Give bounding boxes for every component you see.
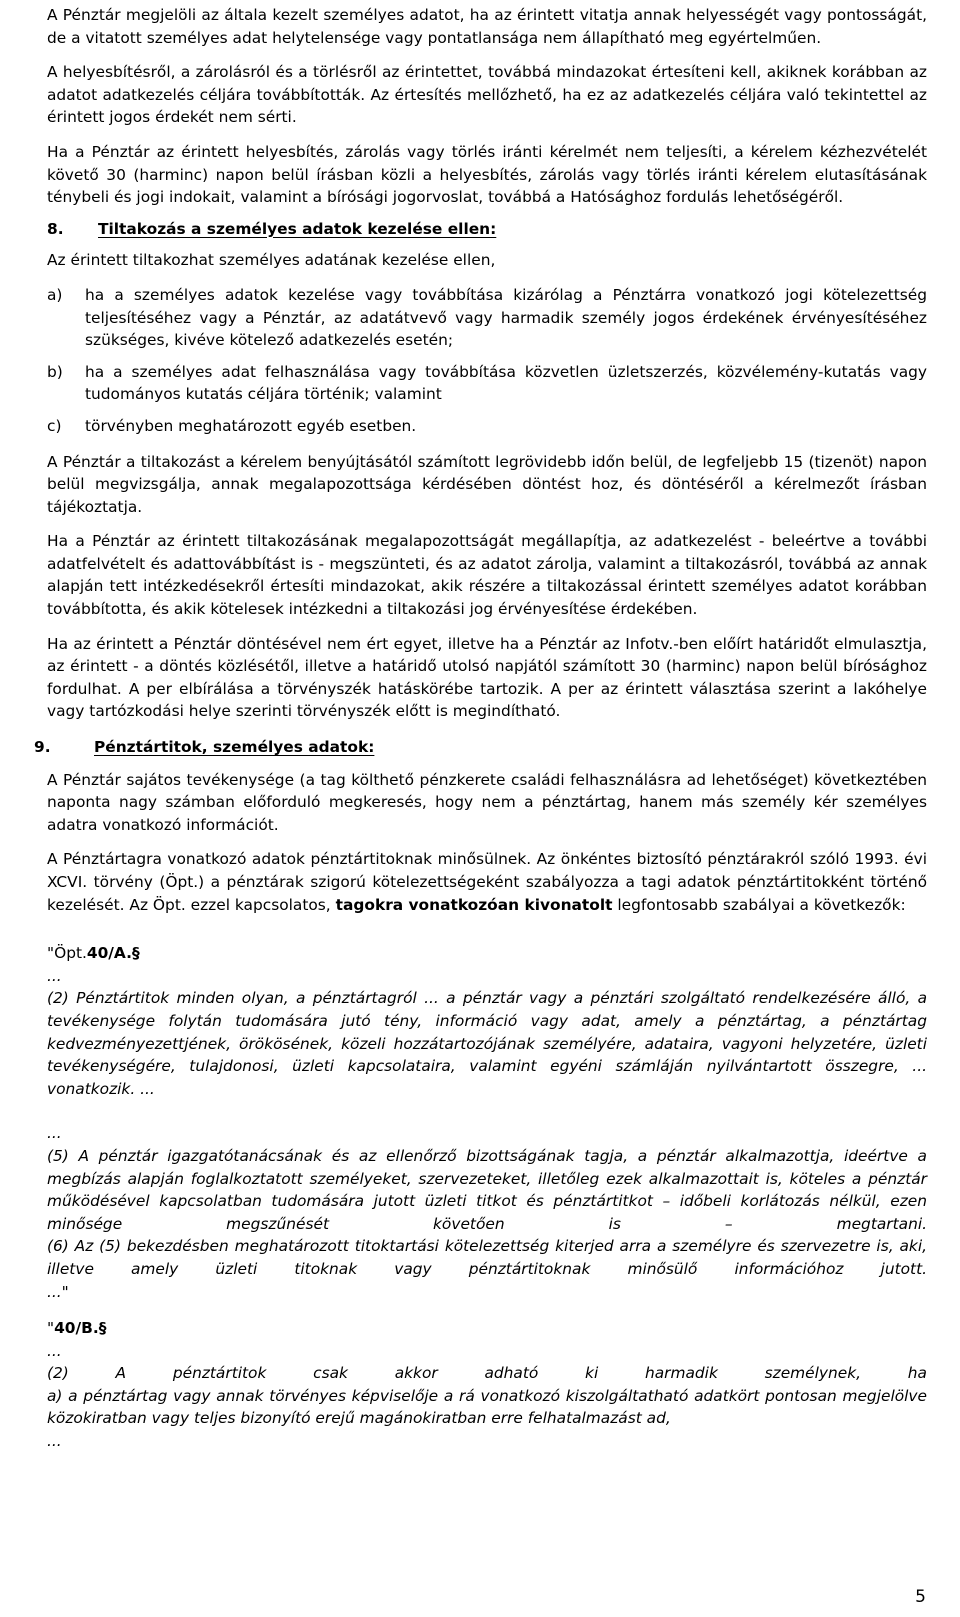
quote-ellipsis: ... [47,1341,62,1360]
list-item-label: b) [47,362,63,381]
quote-ellipsis: ..." [47,1282,69,1301]
quote-block-40b [47,1317,927,1453]
section-8-heading [0,218,927,241]
paragraph-objection-review: A Pénztár a tiltakozást a kérelem benyújtásától számított legrövidebb időn belül, de legfeljebb 15 (tizenöt) napon belül megvizsgálja, annak megalapozottsága kérdésében döntést hoz, és döntéséről a kérelmezőt írásban tájékoztatja. [47,452,927,516]
list-item-text: törvényben meghatározott egyéb esetben. [85,416,417,435]
quote-paragraph: a) a pénztártag vagy annak törvényes képviselője a rá vonatkozó kiszolgáltatható adatkört pontosan megjelölve közokiratban vagy teljes bizonyító erejű magánokiratban erre felhatalmazást ad, [47,1386,927,1428]
paragraph-court-appeal: Ha az érintett a Pénztár döntésével nem ért egyet, illetve ha a Pénztár az Infotv.-ben előírt határidőt elmulasztja, az érintett - a döntés közlésétől, illetve a határidő utolsó napjától számított 30 (harminc) napon belül bírósághoz fordulhat. A per elbírálása a törvényszék hatáskörébe tartozik. A per az érintett választása szerint a lakóhelye vagy tartózkodási helye szerinti törvényszék előtt is megindítható. [47,634,927,721]
quote-prefix: "Öpt. [47,944,87,963]
quote-heading [47,942,927,965]
section-9-heading [34,736,927,759]
list-item-label: a) [47,285,63,304]
section-title: Pénztártitok, személyes adatok: [94,738,375,757]
list-item-text: ha a személyes adatok kezelése vagy továbbítása kizárólag a Pénztárra vonatkozó jogi kötelezettség teljesítéséhez vagy a Pénztár, az adatátvevő vagy harmadik személy jogos érdekének érvényesítéséhez szükséges, kivéve kötelező adatkezelés esetén; [85,285,927,350]
section-8-intro: Az érintett tiltakozhat személyes adatának kezelése ellen, [47,251,496,270]
page-number: 5 [915,1587,926,1607]
list-item [47,284,927,352]
list-item-label: c) [47,416,62,435]
quote-paragraph: (2) Pénztártitok minden olyan, a pénztártagról ... a pénztár vagy a pénztári szolgáltató rendelkezésére álló, a tevékenysége folytán tudomására jutó tény, információ vagy adat, amely a pénztártag, a pénztártag kedvezményezettjének, örökösének, közeli hozzátartozójának személyére, adataira, vagyoni helyzetére, üzleti tevékenységére, tulajdonosi, üzleti kapcsolataira, valamint egyéni számláján nyilvántartott összegre, ... vonatkozik. ... [47,989,927,1098]
paragraph-objection-accepted: Ha a Pénztár az érintett tiltakozásának megalapozottságát megállapítja, az adatkezelést - beleértve a további adatfelvételt és adattovábbítást is - megszünteti, és az adatot zárolja, valamint a tiltakozásról, továbbá az annak alapján tett intézkedésekről értesíti mindazokat, akik részére a tiltakozással érintett személyes adatot korábban továbbította, és akik kötelesek intézkedni a tiltakozási jog érvényesítése érdekében. [47,532,927,619]
paragraph-fund-activity: A Pénztár sajátos tevékenysége (a tag költhető pénzkerete családi felhasználásra ad lehetőséget) következtében naponta nagy számban előforduló megkeresés, hogy nem a pénztártag, hanem más személy kér személyes adatra vonatkozó információt. [47,770,927,834]
quote-paragraph-number: 40/B.§ [54,1319,107,1338]
quote-heading [47,1317,927,1340]
quote-paragraph-number: 40/A.§ [86,944,140,963]
list-item-text: ha a személyes adat felhasználása vagy továbbítása közvetlen üzletszerzés, közvélemény-kutatás vagy tudományos kutatás céljára történik; valamint [85,362,927,404]
quote-prefix: " [47,1319,55,1338]
list-item [47,415,927,438]
quote-block-40a [47,942,927,1303]
paragraph-text: legfontosabb szabályai a következők: [617,895,906,914]
quote-paragraph: (2) A pénztártitok csak akkor adható ki harmadik személynek, ha [47,1364,927,1383]
document-page [34,4,927,1453]
paragraph-rejection: Ha a Pénztár az érintett helyesbítés, zárolás vagy törlés iránti kérelmét nem teljesíti, a kérelem kézhezvételét követő 30 (harminc) napon belül írásban közli a helyesbítés, zárolás vagy törlés iránti kérelem elutasításának ténybeli és jogi indokait, valamint a bírósági jogorvoslat, továbbá a Hatósághoz fordulás lehetőségéről. [47,142,927,207]
quote-ellipsis: ... [47,1432,62,1451]
section-number: 9. [34,738,51,757]
section-title: Tiltakozás a személyes adatok kezelése ellen: [98,219,497,238]
section-number: 8. [47,219,64,238]
paragraph-fund-secret [47,848,927,916]
list-item [47,361,927,406]
quote-paragraph: (6) Az (5) bekezdésben meghatározott titoktartási kötelezettség kiterjed arra a személyre és szervezetre is, aki, illetve amely üzleti titoknak vagy pénztártitoknak minősülő információhoz jutott. [47,1237,927,1278]
paragraph-text: A Pénztártagra vonatkozó adatok pénztártitoknak minősülnek. Az önkéntes biztosító pénztárakról szóló 1993. évi XCVI. törvény (Öpt.) a pénztárak szigorú kötelezettségeként szabályozza a tagi adatok pénztártitokként történő kezelését. Az Öpt. ezzel kapcsolatos, [47,850,927,914]
paragraph-marking: A Pénztár megjelöli az általa kezelt személyes adatot, ha az érintett vitatja annak helyességét vagy pontosságát, de a vitatott személyes adat helytelensége vagy pontatlansága nem állapítható meg egyértelműen. [47,6,927,47]
paragraph-notification: A helyesbítésről, a zárolásról és a törlésről az érintettet, továbbá mindazokat értesíteni kell, akiknek korábban az adatot adatkezelés céljára továbbították. Az értesítés mellőzhető, ha ez az adatkezelés céljára való tekintettel az érintett jogos érdekét nem sérti. [47,63,927,127]
emphasis-text: tagokra vonatkozóan kivonatolt [335,895,613,914]
quote-paragraph: (5) A pénztár igazgatótanácsának és az ellenőrző bizottságának tagja, a pénztár alkalmazottja, ideértve a megbízás alapján foglalkoztatott személyeket, szervezeteket, illetőleg ezek alkalmazottait is, köteles a pénztár működésével kapcsolatban tudomására jutott üzleti titkot és pénztártitkot – időbeli korlátozás nélkül, ezen minősége megszűnését követően is – megtartani. [47,1146,927,1233]
quote-ellipsis: ... [47,966,62,985]
quote-ellipsis: ... [47,1124,62,1143]
